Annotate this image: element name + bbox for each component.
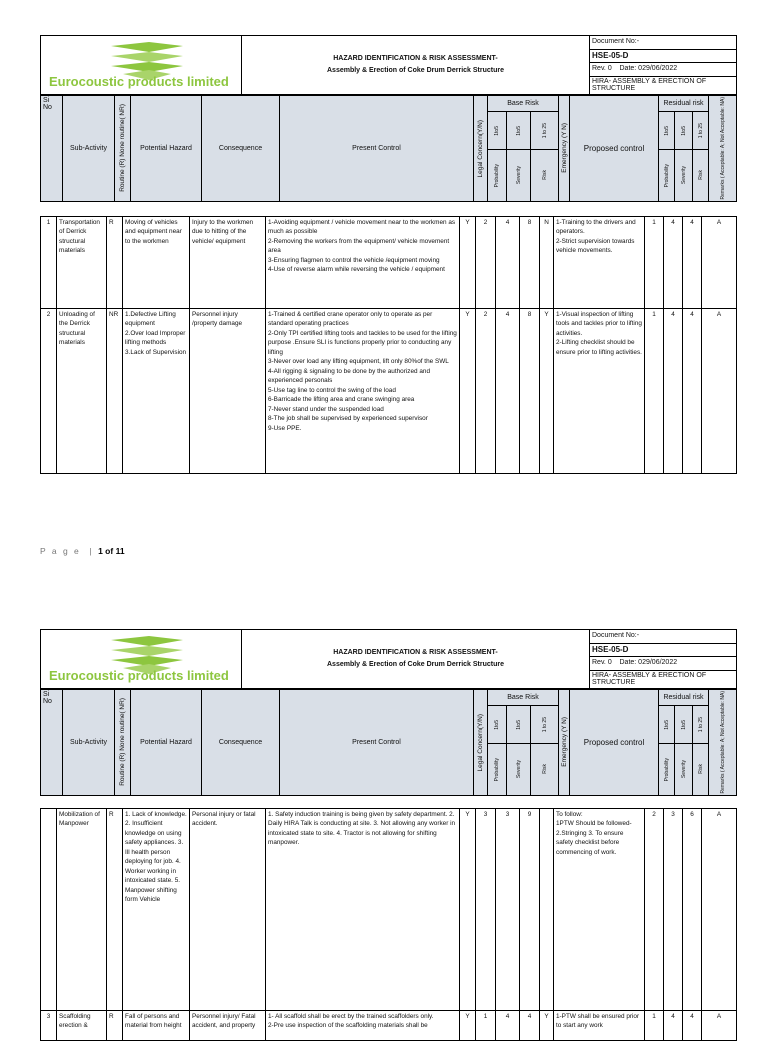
col-1to5-a: 1to5 <box>488 706 507 744</box>
cell-control: 1. Safety induction training is being given by safety department. 2. Daily HIRA Talk is conducting at site. 3. Not allowing any worker in intoxicated state to site. 4. Tractor is not allowing for shifting manpower. <box>266 808 460 1010</box>
cell-activity: Mobilization of Manpower <box>57 808 107 1010</box>
cell-routine: R <box>107 1010 123 1040</box>
col-1to5-b: 1to5 <box>507 112 531 150</box>
col-severity: Severity <box>507 149 531 201</box>
column-header-table-2 <box>40 689 737 796</box>
cell-activity: Unloading of the Derrick structural materials <box>57 308 107 473</box>
column-header-table <box>40 95 737 202</box>
rev: Rev. 0 <box>592 659 612 667</box>
col-proposed-control: Proposed control <box>570 96 659 202</box>
col-remarks: Remarks ( Acceptable: A; Not Acceptable: NA) <box>709 690 737 796</box>
col-residual-risk: Residual risk <box>659 690 709 706</box>
cell-hazard: 1. Lack of knowledge. 2. Insufficient knowledge on using safety appliances. 3. Ill health person deploying for job. 4. Worker working in intoxicated state. 5. Manpower shifting form Vehicle <box>123 808 190 1010</box>
col-1to25: 1 to 25 <box>531 112 559 150</box>
cell-legal: Y <box>460 808 476 1010</box>
col-res-probability: Probability <box>659 149 675 201</box>
cell-r-prob: 1 <box>645 1010 664 1040</box>
col-consequence: Consequence <box>202 96 280 202</box>
col-legal-label: Legal Concern(Y/N) <box>477 119 484 177</box>
cell-prob: 2 <box>476 216 496 308</box>
header-table <box>40 35 737 95</box>
col-present-control: Present Control <box>280 96 474 202</box>
rev: Rev. 0 <box>592 65 612 73</box>
cell-sl <box>41 808 57 1010</box>
page-2-rows <box>41 808 737 1040</box>
cell-activity: Transportation of Derrick structural materials <box>57 216 107 308</box>
page-footer: P a g e | 1 of 11 <box>40 546 125 556</box>
title-line-2: Assembly & Erection of Coke Drum Derrick Structure <box>327 661 504 668</box>
cell-r-risk: 6 <box>683 808 702 1010</box>
rev-date <box>590 63 737 77</box>
table-row <box>41 308 737 473</box>
cell-sev: 4 <box>496 1010 520 1040</box>
col-routine <box>115 96 131 202</box>
col-present-control: Present Control <box>280 690 474 796</box>
cell-r-sev: 4 <box>664 216 683 308</box>
date: Date: 029/06/2022 <box>619 659 678 667</box>
cell-emergency: Y <box>540 308 554 473</box>
col-res-1to25: 1 to 25 <box>693 112 709 150</box>
cell-prob: 2 <box>476 308 496 473</box>
cell-r-prob: 1 <box>645 308 664 473</box>
hazard-table-page-1 <box>40 216 737 474</box>
cell-control: 1- All scaffold shall be erect by the trained scaffolders only. 2-Pre use inspection of the scaffolding materials shall be <box>266 1010 460 1040</box>
cell-risk: 8 <box>520 216 540 308</box>
hira-ref: HIRA- ASSEMBLY & ERECTION OF STRUCTURE <box>590 671 737 689</box>
page-number: 1 of 11 <box>98 546 125 556</box>
date: Date: 029/06/2022 <box>619 65 678 73</box>
page-1 <box>40 35 736 474</box>
col-probability: Probability <box>488 149 507 201</box>
cell-remarks: A <box>702 808 737 1010</box>
cell-remarks: A <box>702 1010 737 1040</box>
col-routine-label: Routine (R) None routine( NR) <box>119 104 126 193</box>
col-risk: Risk <box>531 149 559 201</box>
document-title-2 <box>242 630 590 689</box>
col-res-severity: Severity <box>675 743 693 795</box>
cell-activity: Scaffolding erection & <box>57 1010 107 1040</box>
cell-r-sev: 3 <box>664 808 683 1010</box>
col-remarks-label: Remarks ( Acceptable: A; Not Acceptable: NA) <box>719 97 726 200</box>
col-base-risk: Base Risk <box>488 96 559 112</box>
cell-consequence: Personnel injury /property damage <box>190 308 266 473</box>
col-consequence: Consequence <box>202 690 280 796</box>
cell-consequence: Personal injury or fatal accident. <box>190 808 266 1010</box>
cell-emergency: Y <box>540 1010 554 1040</box>
cell-hazard: Moving of vehicles and equipment near to the workmen <box>123 216 190 308</box>
cell-remarks: A <box>702 308 737 473</box>
cell-risk: 4 <box>520 1010 540 1040</box>
col-res-probability: Probability <box>659 743 675 795</box>
company-name: Eurocoustic products limited <box>49 668 229 683</box>
cell-sev: 4 <box>496 216 520 308</box>
doc-no: HSE-05-D <box>590 643 737 657</box>
cell-routine: R <box>107 808 123 1010</box>
document-title <box>242 36 590 95</box>
cell-consequence: Personnel injury/ Fatal accident, and property <box>190 1010 266 1040</box>
cell-proposed: 1-Visual inspection of lifting tools and tackles prior to lifting activities. 2-Lifting checklist should be ensure prior to lifting activities. <box>554 308 645 473</box>
col-1to5-b: 1to5 <box>507 706 531 744</box>
hazard-table-page-2 <box>40 808 737 1041</box>
cell-r-sev: 4 <box>664 1010 683 1040</box>
table-row <box>41 808 737 1010</box>
doc-no: HSE-05-D <box>590 49 737 63</box>
col-res-1to25: 1 to 25 <box>693 706 709 744</box>
cell-sl: 3 <box>41 1010 57 1040</box>
title-line-1: HAZARD IDENTIFICATION & RISK ASSESSMENT- <box>333 649 498 656</box>
table-row <box>41 216 737 308</box>
cell-r-prob: 2 <box>645 808 664 1010</box>
col-si-no: Si No <box>41 690 63 796</box>
col-res-1to5-b: 1to5 <box>675 706 693 744</box>
col-proposed-control: Proposed control <box>570 690 659 796</box>
company-logo <box>41 36 242 95</box>
cell-control: 1-Trained & certified crane operator only to operate as per standard operating practices 2-Only TPI certified lifting tools and tackles to be used for the lifting purpose .Ensure SLI is functions properly prior to conducting any lifting 3-Never over load any lifting equipment, lift only 80%of the SWL 4-All rigging & signaling to be done by the authorized and experienced personals 5-Use tag line to control the swing of the load 6-Barricade the lifting area and crane swinging area 7-Never stand under the suspended load 8-The job shall be supervised by experienced supervisor 9-Use PPE. <box>266 308 460 473</box>
cell-r-sev: 4 <box>664 308 683 473</box>
col-emergency <box>559 96 570 202</box>
col-res-1to5-a: 1to5 <box>659 706 675 744</box>
cell-r-risk: 4 <box>683 216 702 308</box>
col-residual-risk: Residual risk <box>659 96 709 112</box>
cell-prob: 1 <box>476 1010 496 1040</box>
company-logo-2 <box>41 630 242 689</box>
cell-routine: NR <box>107 308 123 473</box>
col-probability: Probability <box>488 743 507 795</box>
company-name: Eurocoustic products limited <box>49 74 229 89</box>
col-res-risk: Risk <box>693 149 709 201</box>
cell-proposed: 1-PTW shall be ensured prior to start any work <box>554 1010 645 1040</box>
doc-no-label: Document No:- <box>590 36 737 50</box>
hira-ref: HIRA- ASSEMBLY & ERECTION OF STRUCTURE <box>590 77 737 95</box>
cell-proposed: To follow: 1PTW Should be followed-2.Stringing 3. To ensure safety checklist before commencing of work. <box>554 808 645 1010</box>
header-table-2 <box>40 629 737 689</box>
cell-emergency: N <box>540 216 554 308</box>
col-potential-hazard: Potential Hazard <box>131 96 202 202</box>
col-1to5-a: 1to5 <box>488 112 507 150</box>
cell-sev: 3 <box>496 808 520 1010</box>
cell-prob: 3 <box>476 808 496 1010</box>
cell-legal: Y <box>460 216 476 308</box>
rev-date <box>590 657 737 671</box>
cell-risk: 9 <box>520 808 540 1010</box>
cell-consequence: Injury to the workmen due to hitting of the vehicle/ equipment <box>190 216 266 308</box>
cell-r-risk: 4 <box>683 308 702 473</box>
title-line-2: Assembly & Erection of Coke Drum Derrick Structure <box>327 67 504 74</box>
cell-r-risk: 4 <box>683 1010 702 1040</box>
col-potential-hazard: Potential Hazard <box>131 690 202 796</box>
cell-remarks: A <box>702 216 737 308</box>
cell-sev: 4 <box>496 308 520 473</box>
cell-sl: 2 <box>41 308 57 473</box>
page-label: P a g e <box>40 546 81 556</box>
col-si-no: Si No <box>41 96 63 202</box>
title-line-1: HAZARD IDENTIFICATION & RISK ASSESSMENT- <box>333 55 498 62</box>
cell-r-prob: 1 <box>645 216 664 308</box>
col-res-1to5-a: 1to5 <box>659 112 675 150</box>
col-remarks <box>709 96 737 202</box>
table-row <box>41 1010 737 1040</box>
cell-sl: 1 <box>41 216 57 308</box>
cell-control: 1-Avoiding equipment / vehicle movement near to the workmen as much as possible 2-Removing the workers from the equipment/ vehicle movement area 3-Ensuring flagmen to control the vehicle /equipment moving 4-Use of reverse alarm while reversing the vehicle / equipment <box>266 216 460 308</box>
col-res-severity: Severity <box>675 149 693 201</box>
col-emergency-label: Emergency (Y N) <box>561 123 569 174</box>
doc-no-label: Document No:- <box>590 630 737 644</box>
col-base-risk: Base Risk <box>488 690 559 706</box>
cell-legal: Y <box>460 308 476 473</box>
cell-routine: R <box>107 216 123 308</box>
col-sub-activity: Sub-Activity <box>63 96 115 202</box>
cell-hazard: Fall of persons and material from height <box>123 1010 190 1040</box>
cell-hazard: 1.Defective Lifting equipment 2.Over load Improper lifting methods 3.Lack of Supervision <box>123 308 190 473</box>
cell-emergency <box>540 808 554 1010</box>
col-severity: Severity <box>507 743 531 795</box>
page-1-rows <box>41 216 737 473</box>
col-sub-activity: Sub-Activity <box>63 690 115 796</box>
cell-proposed: 1-Training to the drivers and operators. 2-Strict supervision towards vehicle movements. <box>554 216 645 308</box>
cell-legal: Y <box>460 1010 476 1040</box>
col-emergency: Emergency (Y N) <box>559 690 570 796</box>
col-risk: Risk <box>531 743 559 795</box>
col-legal <box>474 96 488 202</box>
cell-risk: 8 <box>520 308 540 473</box>
col-res-risk: Risk <box>693 743 709 795</box>
col-routine: Routine (R) None routine( NR) <box>115 690 131 796</box>
page-2 <box>40 629 736 1041</box>
col-legal: Legal Concern(Y/N) <box>474 690 488 796</box>
col-1to25: 1 to 25 <box>531 706 559 744</box>
col-res-1to5-b: 1to5 <box>675 112 693 150</box>
